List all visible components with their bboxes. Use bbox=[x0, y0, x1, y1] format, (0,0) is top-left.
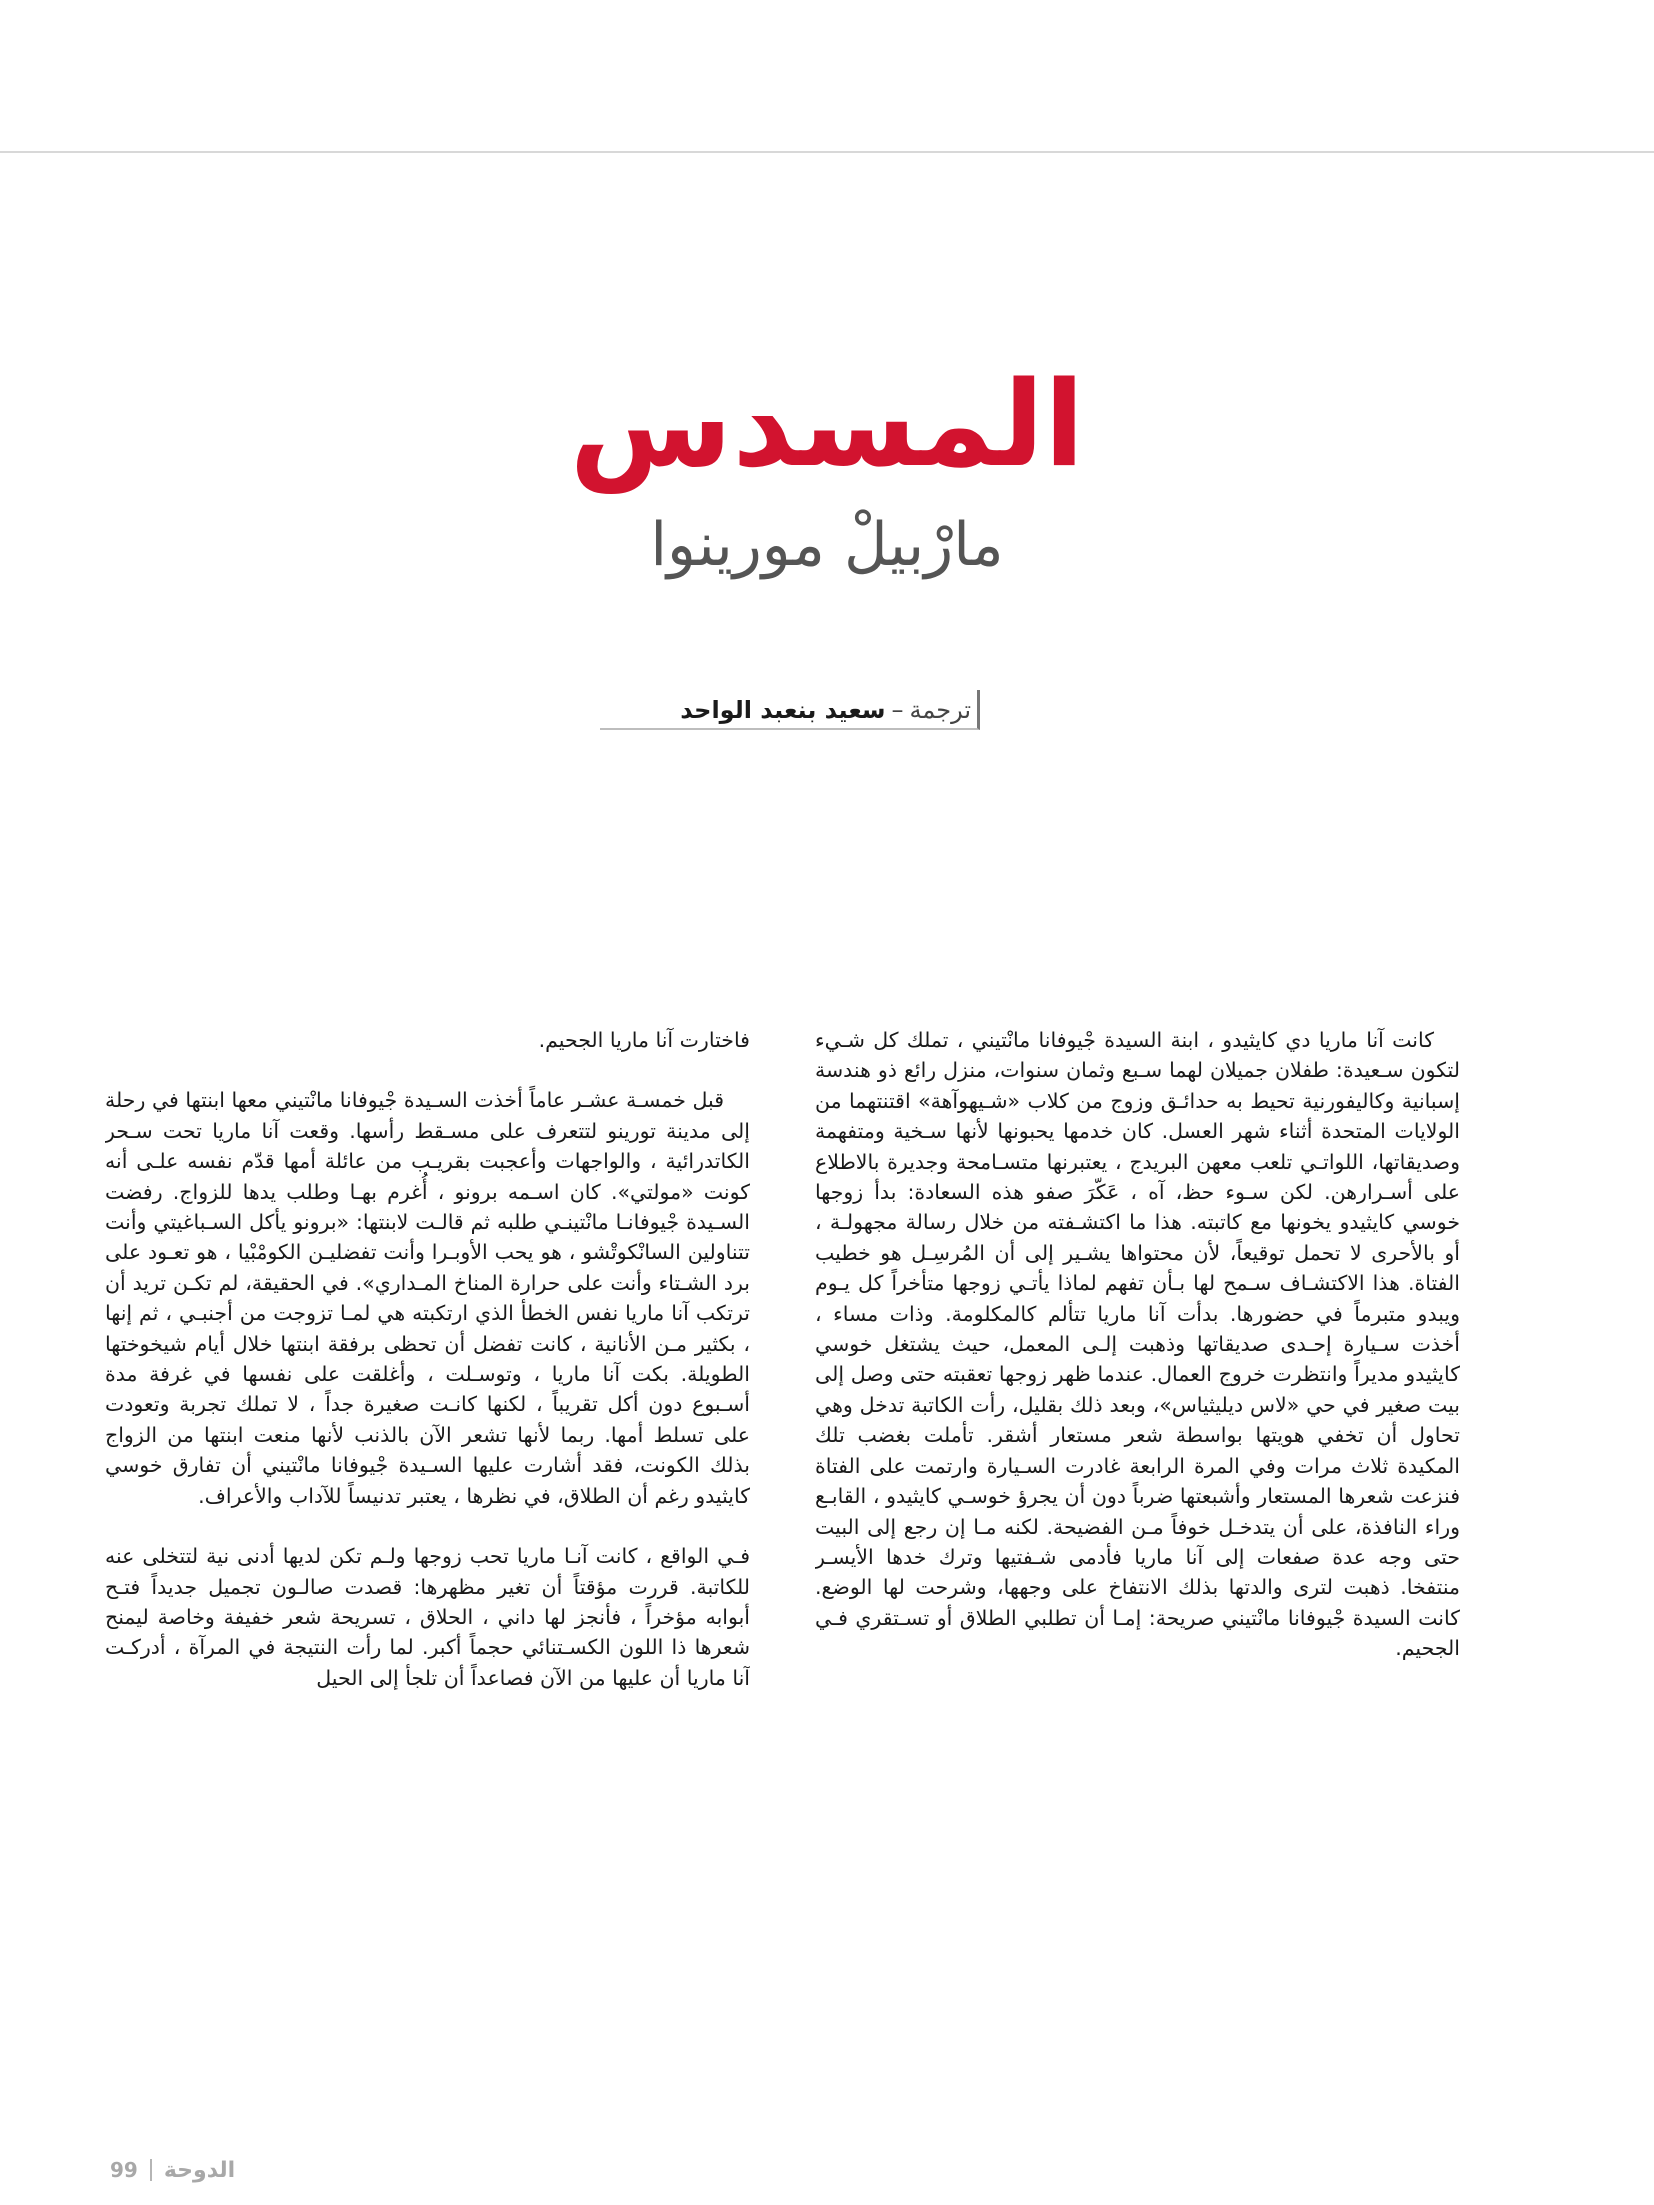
footer-divider bbox=[150, 2159, 152, 2181]
body-column-right bbox=[815, 1025, 1460, 2045]
paragraph: فـي الواقع ، كانت آنـا ماريا تحب زوجها ولـم تكن لديها أدنى نية لتتخلى عنه للكاتبة. قررت مؤقتاً أن تغير مظهرها: قصدت صالـون تجميل جديداً فتـح أبوابه مؤخراً ، فأنجز لها داني ، الحلاق ، تسريحة شعر خفيفة وخاصة ليمنح شعرها ذا اللون الكسـتنائي حجماً أكبر. لما رأت النتيجة في المرآة ، أدركـت آنا ماريا أن عليها من الآن فصاعداً أن تلجأ إلى الحيل bbox=[105, 1544, 750, 1690]
top-divider bbox=[0, 151, 1654, 153]
page-number: 99 bbox=[110, 2158, 138, 2182]
translator-label: ترجمة bbox=[909, 696, 971, 724]
translator-name: سعيد بنعبد الواحد bbox=[680, 696, 886, 724]
author-name: مارْبيلْ مورينوا bbox=[650, 510, 1004, 580]
magazine-name: الدوحة bbox=[163, 2157, 236, 2183]
page-footer bbox=[110, 2155, 235, 2185]
paragraph: قبل خمسـة عشـر عاماً أخذت السـيدة جْيوفانا مانْتيني معها ابنتها في رحلة إلى مدينة تورينو لتتعرف على مسـقط رأسها. وقعت آنا ماريا تحت سـحر الكاتدرائية ، والواجهات وأعجبت بقريـب من عائلة أمها قدّم نفسه علـى أنه كونت «مولتي». كان اسـمه برونو ، أُغرم بهـا وطلب يدها للزواج. رفضت السـيدة جْيوفانـا مانْتينـي طلبه ثم قالـت لابنتها: «برونو يأكل السـباغيتي وأنت تتناولين السانْكوتْشو ، هو يحب الأوبـرا وأنت تفضليـن الكومْبْيا ، هو تعـود على برد الشـتاء وأنت على حرارة المناخ المـداري». في الحقيقة، لم تكـن تريد أن ترتكب آنا ماريا نفس الخطأ الذي ارتكبته هي لمـا تزوجت من أجنبـي ، ثم إنها ، بكثير مـن الأنانية ، كانت تفضل أن تحظى برفقة ابنتها خلال أيام شيخوختها الطويلة. بكت آنا ماريا ، وتوسـلت ، وأغلقت على نفسها في غرفة مدة أسـبوع دون أكل تقريباً ، لكنها كانـت صغيرة جداً ، لا تملك تجربة وتعودت على تسلط أمها. ربما لأنها تشعر الآن بالذنب لأنها منعت ابنتها من الزواج بذلك الكونت، فقد أشارت عليها السـيدة جْيوفانا مانْتيني أن تفارق خوسي كايثيدو رغم أن الطلاق، في نظرها ، يعتبر تدنيساً للآداب والأعراف. bbox=[105, 1088, 750, 1508]
translator-credit bbox=[600, 690, 980, 730]
credit-separator: – bbox=[891, 696, 904, 724]
paragraph: كانت آنا ماريا دي كايثيدو ، ابنة السيدة جْيوفانا مانْتيني ، تملك كل شـيء لتكون سـعيدة: طفلان جميلان لهما سـبع وثمان سنوات، منزل رائع ذو هندسة إسبانية وكاليفورنية تحيط به حدائـق وزوج من كلاب «شـيهوآهة» اقتنتهما من الولايات المتحدة أثناء شهر العسل. كان خدمها يحبونها لأنها سـخية ومتفهمة وصديقاتها، اللواتـي تلعب معهن البريدج ، يعتبرنها متسـامحة وجديرة بالاطلاع على أسـرارهن. لكن سـوء حظ، آه ، عَكّرَ صفو هذه السعادة: بدأ زوجها خوسي كايثيدو يخونها مع كاتبته. هذا ما اكتشـفته من خلال رسالة مجهولـة ، أو بالأحرى لا تحمل توقيعاً، لأن محتواها يشـير إلى أن المُرسِـل هو خطيب الفتاة. هذا الاكتشـاف سـمح لها بـأن تفهم لماذا يأتـي زوجها متأخراً كل يـوم ويبدو متبرماً في حضورها. بدأت آنا ماريا تتألم كالمكلومة. وذات مساء ، أخذت سـيارة إحـدى صديقاتها وذهبت إلـى المعمل، حيث يشتغل خوسي كايثيدو مديراً وانتظرت خروج العمال. عندما ظهر زوجها تعقبته حتى وصل إلى بيت صغير في حي «لاس ديليثياس»، وبعد ذلك بقليل، رأت الكاتبة تدخل وهي تحاول أن تخفي هويتها بواسطة شعر مستعار أشقر. تأملت بغضب تلك المكيدة ثلاث مرات وفي المرة الرابعة غادرت السـيارة وارتمت على الفتاة فنزعت شعرها المستعار وأشبعتها ضرباً دون أن يجرؤ خوسـي كايثيدو ، القابـع وراء النافذة، على أن يتدخـل خوفاً مـن الفضيحة. لكنه مـا إن رجع إلى البيت حتى وجه عدة صفعات إلى آنا ماريا فأدمى شـفتيها وترك خدها الأيسـر منتفخا. ذهبت لترى والدتها بذلك الانتفاخ على وجهها، وشرحت لها الوضع. كانت السيدة جْيوفانا مانْتيني صريحة: إمـا أن تطلبي الطلاق أو تسـتقري فـي الجحيم. bbox=[815, 1028, 1460, 1661]
paragraph: فاختارت آنا ماريا الجحيم. bbox=[538, 1028, 750, 1052]
story-title: المسدس bbox=[569, 355, 1085, 494]
body-column-left bbox=[105, 1025, 750, 2045]
